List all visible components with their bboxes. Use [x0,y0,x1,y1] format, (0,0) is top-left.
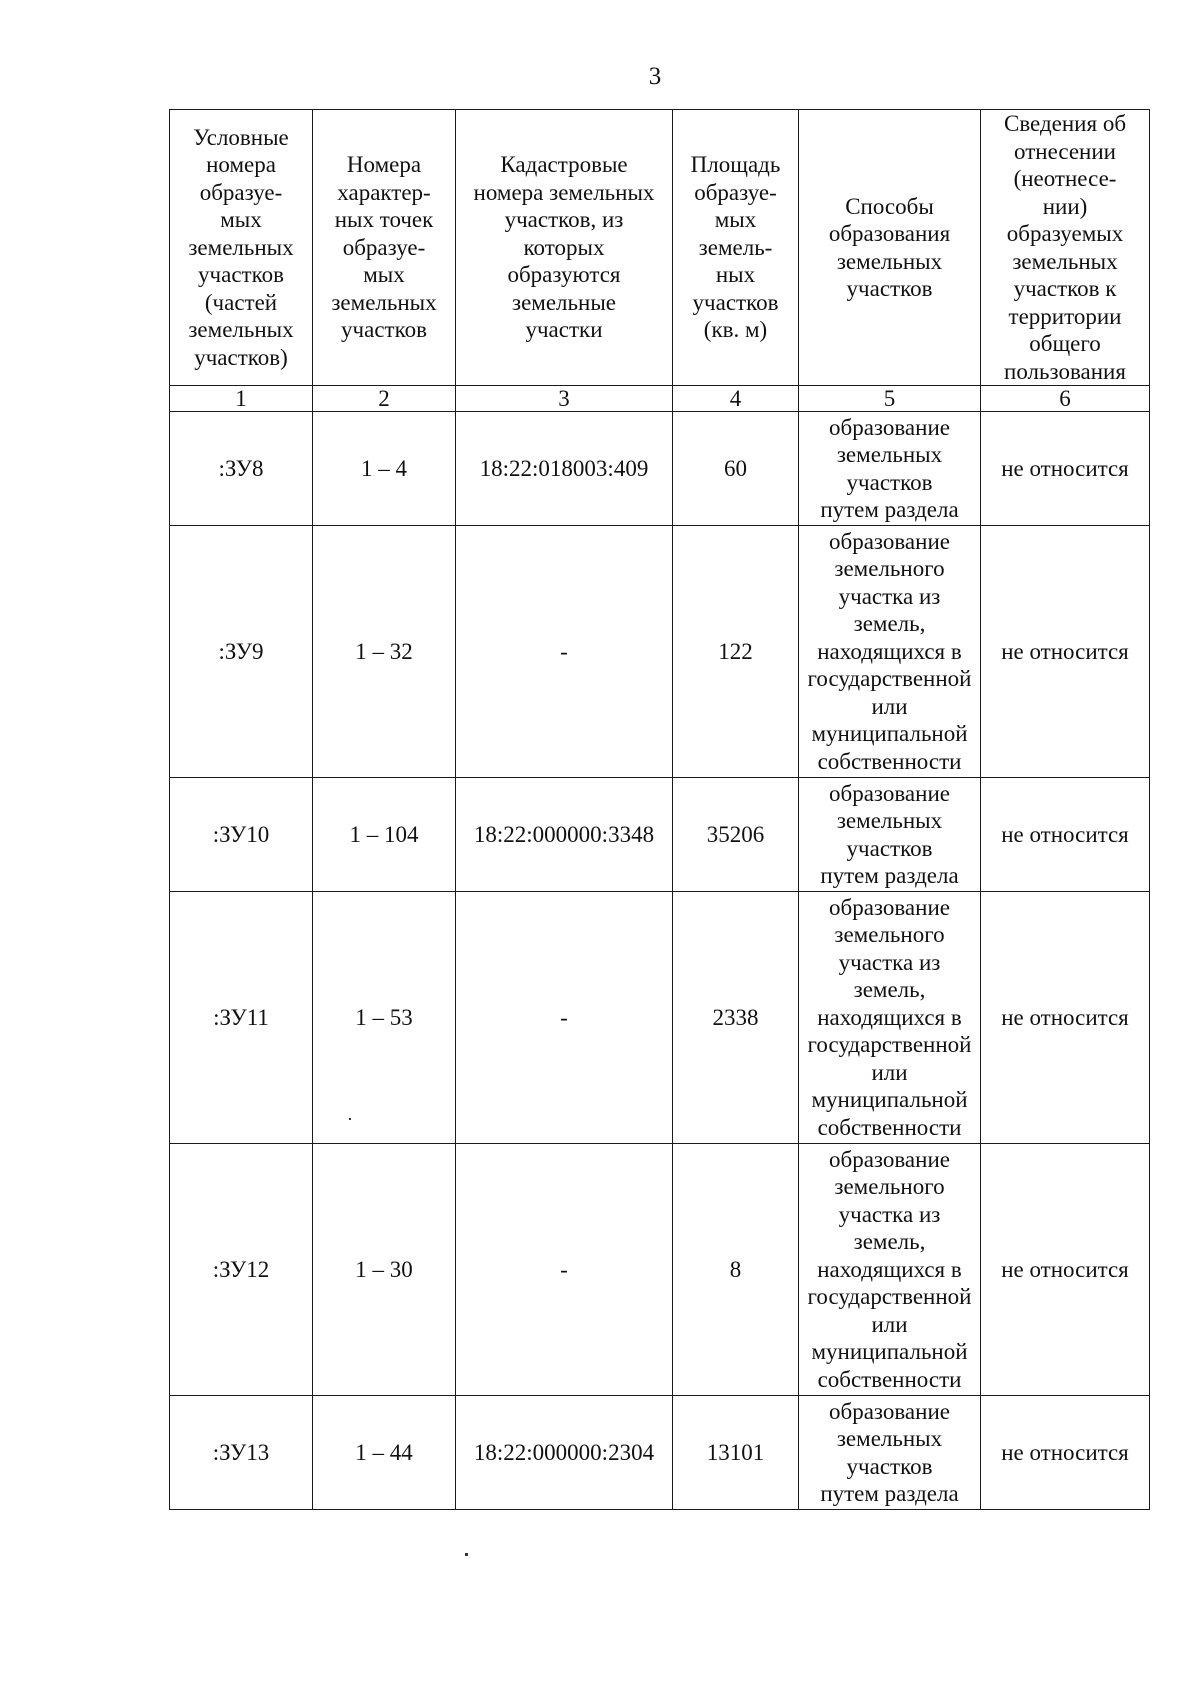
cell-plot-id: :ЗУ9 [170,526,313,778]
cell-area: 8 [673,1144,799,1396]
cell-public-use: не относится [981,526,1150,778]
column-number: 6 [981,386,1150,412]
table-row [170,526,1150,778]
header-public-use: Сведения об отнесении (неотнесе- нии) образуемых земельных участков к территории общего пользования [981,110,1150,386]
cell-method: образование земельного участка из земель, находящихся в государственной или муниципальной собственности [799,1144,981,1396]
column-number: 2 [313,386,456,412]
column-number: 4 [673,386,799,412]
cell-area: 2338 [673,892,799,1144]
header-method: Способы образования земельных участков [799,110,981,386]
cell-method: образование земельных участков путем раздела [799,412,981,526]
cell-method: образование земельного участка из земель, находящихся в государственной или муниципальной собственности [799,526,981,778]
cell-public-use: не относится [981,1396,1150,1510]
cell-method: образование земельного участка из земель, находящихся в государственной или муниципальной собственности [799,892,981,1144]
land-plots-table [169,109,1150,1510]
cell-cadastral: - [456,1144,673,1396]
cell-plot-id: :ЗУ11 [170,892,313,1144]
cell-cadastral: 18:22:000000:2304 [456,1396,673,1510]
cell-public-use: не относится [981,1144,1150,1396]
column-number: 1 [170,386,313,412]
cell-method: образование земельных участков путем раздела [799,1396,981,1510]
cell-cadastral: 18:22:000000:3348 [456,778,673,892]
table-row [170,1144,1150,1396]
cell-points: 1 – 104 [313,778,456,892]
cell-area: 35206 [673,778,799,892]
cell-points: 1 – 32 [313,526,456,778]
cell-plot-id: :ЗУ8 [170,412,313,526]
cell-points: 1 – 53 [313,892,456,1144]
header-plot-id: Условные номера образуе- мых земельных участков (частей земельных участков) [170,110,313,386]
cell-cadastral: - [456,892,673,1144]
table-row [170,1396,1150,1510]
cell-plot-id: :ЗУ13 [170,1396,313,1510]
table-header-row [170,110,1150,386]
cell-area: 122 [673,526,799,778]
page-number: 3 [648,63,662,90]
scan-speck [465,1553,468,1556]
cell-points: 1 – 30 [313,1144,456,1396]
cell-public-use: не относится [981,892,1150,1144]
cell-public-use: не относится [981,412,1150,526]
cell-plot-id: :ЗУ12 [170,1144,313,1396]
cell-cadastral: 18:22:018003:409 [456,412,673,526]
header-area: Площадь образуе- мых земель- ных участков (кв. м) [673,110,799,386]
cell-area: 60 [673,412,799,526]
cell-points: 1 – 4 [313,412,456,526]
table-row [170,892,1150,1144]
header-cadastral: Кадастровые номера земельных участков, из которых образуются земельные участки [456,110,673,386]
cell-method: образование земельных участков путем раздела [799,778,981,892]
scan-speck [349,1118,351,1120]
cell-plot-id: :ЗУ10 [170,778,313,892]
header-points: Номера характер- ных точек образуе- мых земельных участков [313,110,456,386]
cell-area: 13101 [673,1396,799,1510]
table-row [170,412,1150,526]
column-number: 3 [456,386,673,412]
cell-cadastral: - [456,526,673,778]
column-number: 5 [799,386,981,412]
column-number-row [170,386,1150,412]
table-row [170,778,1150,892]
cell-public-use: не относится [981,778,1150,892]
cell-points: 1 – 44 [313,1396,456,1510]
